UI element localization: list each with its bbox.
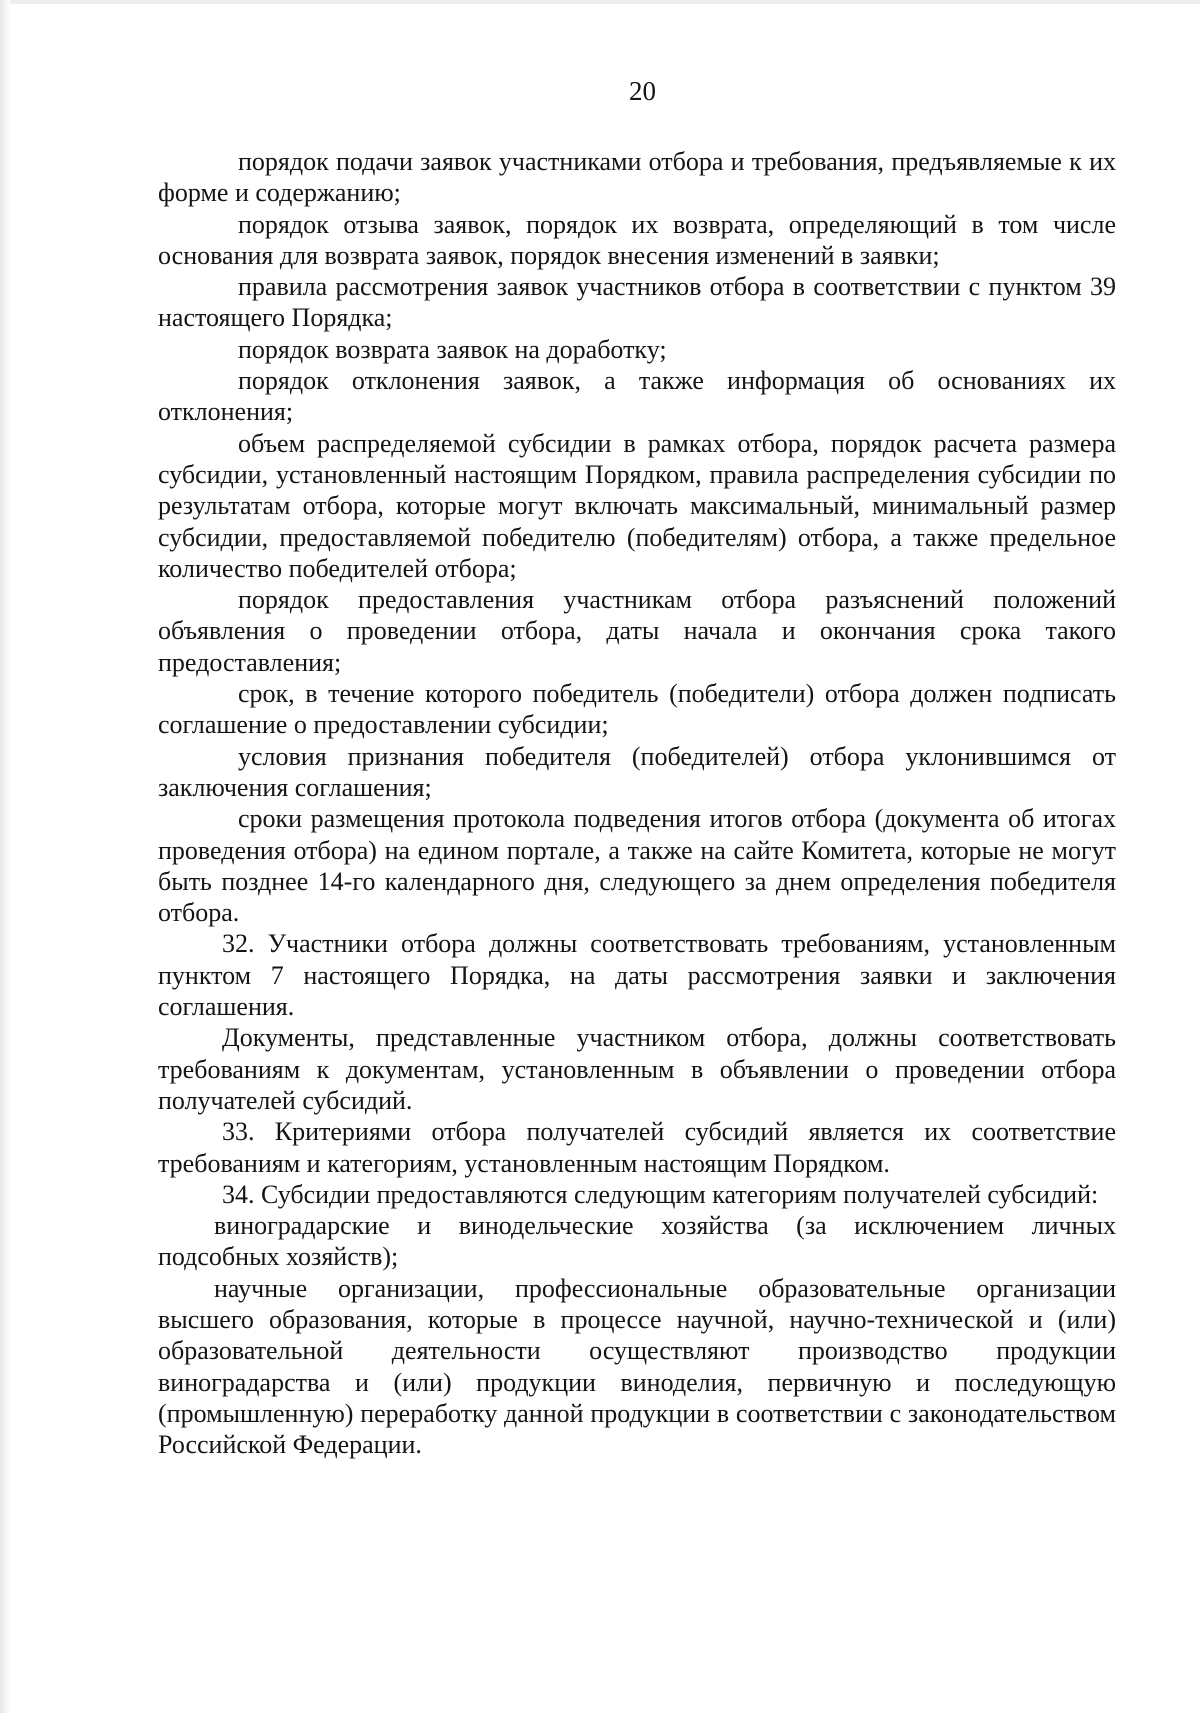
paragraph-item-33: 33. Критериями отбора получателей субсидий является их соответствие требованиям и категориям, установленным настоящим Порядком. (158, 1117, 1116, 1178)
document-body (158, 146, 1116, 1460)
paragraph-item-32: 32. Участники отбора должны соответствовать требованиям, установленным пунктом 7 настоящего Порядка, на даты рассмотрения заявки и заключения соглашения. (158, 929, 1116, 1022)
paragraph-rejection: порядок отклонения заявок, а также информация об основаниях их отклонения; (158, 366, 1116, 427)
paragraph-return-for-revision: порядок возврата заявок на доработку; (238, 334, 667, 364)
paragraph-review-rules: правила рассмотрения заявок участников отбора в соответствии с пунктом 39 настоящего Порядка; (158, 272, 1116, 333)
page-number: 20 (629, 76, 656, 106)
paragraph-protocol-publication: сроки размещения протокола подведения итогов отбора (документа об итогах проведения отбора) на едином портале, а также на сайте Комитета, которые не могут быть позднее 14-го календарного дня, следующего за днем определения победителя отбора. (158, 804, 1116, 928)
paragraph-vineyards: виноградарские и винодельческие хозяйства (за исключением личных подсобных хозяйств); (158, 1211, 1116, 1272)
paragraph-application-submission: порядок подачи заявок участниками отбора и требования, предъявляемые к их форме и содержанию; (158, 147, 1116, 208)
paragraph-evasion-conditions: условия признания победителя (победителей) отбора уклонившимся от заключения соглашения; (158, 741, 1116, 802)
paragraph-application-withdrawal: порядок отзыва заявок, порядок их возврата, определяющий в том числе основания для возврата заявок, порядок внесения изменений в заявки; (158, 209, 1116, 270)
paragraph-subsidy-volume: объем распределяемой субсидии в рамках отбора, порядок расчета размера субсидии, установленный настоящим Порядком, правила распределения субсидии по результатам отбора, которые могут включать максимальный, минимальный размер субсидии, предоставляемой победителю (победителям) отбора, а также предельное количество победителей отбора; (158, 428, 1116, 583)
paragraph-documents-requirements: Документы, представленные участником отбора, должны соответствовать требованиям к документам, установленным в объявлении о проведении отбора получателей субсидий. (158, 1023, 1116, 1115)
paragraph-item-34: 34. Субсидии предоставляются следующим категориям получателей субсидий: (222, 1179, 1099, 1209)
paragraph-clarifications: порядок предоставления участникам отбора разъяснений положений объявления о проведении отбора, даты начала и окончания срока такого предоставления; (158, 585, 1116, 677)
paragraph-signing-deadline: срок, в течение которого победитель (победители) отбора должен подписать соглашение о предоставлении субсидии; (158, 679, 1116, 740)
scan-left-edge (0, 0, 10, 1713)
scan-top-edge (0, 0, 1200, 4)
paragraph-scientific-organizations: научные организации, профессиональные образовательные организации высшего образования, которые в процессе научной, научно-технической и (или) образовательной деятельности осуществляют производство продукции виноградарства и (или) продукции виноделия, первичную и последующую (промышленную) переработку данной продукции в соответствии с законодательством Российской Федерации. (158, 1273, 1116, 1460)
